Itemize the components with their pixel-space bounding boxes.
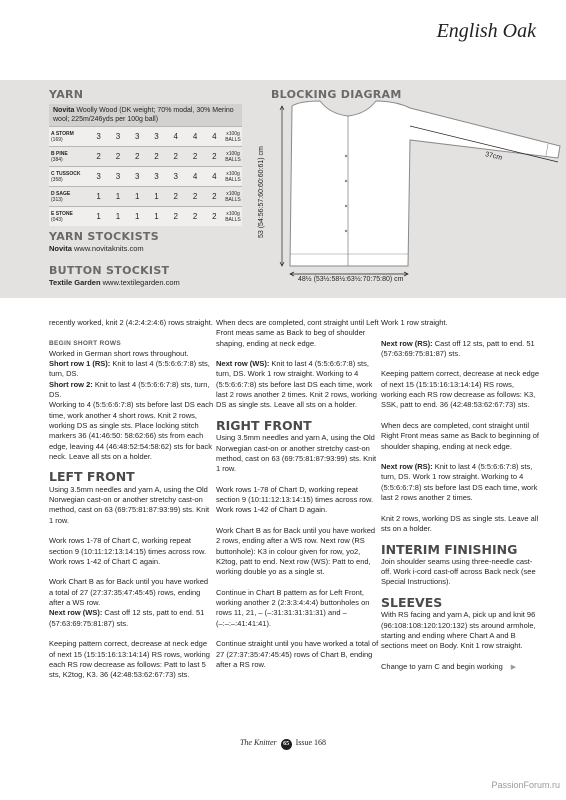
yarn-colour-code: D SAGE xyxy=(51,190,71,197)
yarn-row xyxy=(49,147,242,167)
yarn-quantity: 4 xyxy=(166,127,185,147)
row-label: Next row (WS): xyxy=(49,608,103,618)
instruction-text: Using 3.5mm needles and yarn A, using the Old Norwegian cast-on or another stretchy cast-on method, cast on 63 (69:75:81:87:93:99) sts. Knit 1 row. xyxy=(216,433,377,474)
yarn-row xyxy=(49,187,242,207)
yarn-unit: x100g BALLS xyxy=(224,147,242,167)
instruction-paragraph xyxy=(49,577,214,608)
yarn-quantity: 3 xyxy=(89,127,108,147)
yarn-quantity: 1 xyxy=(147,187,166,207)
yarn-quantity: 3 xyxy=(128,167,147,187)
section-heading: LEFT FRONT xyxy=(49,469,135,485)
instruction-paragraph xyxy=(49,400,214,462)
yarn-table-box xyxy=(49,104,242,226)
instruction-text: recently worked, knit 2 (4:2:4:2:4:6) rows straight. xyxy=(49,318,213,327)
instruction-text: Working to 4 (5:5:6:6:7:8) sts before last DS each time, work another 4 short rows. Knit 2 rows, working DS as single sts. Place locking stitch markers 36 (41:46:50: 58:62:66) sts from each edge, leaving 44 (46:48:52:54:58:62) sts for back neck. Leave all sts on a holder. xyxy=(49,400,214,461)
yarn-quantity: 1 xyxy=(89,207,108,227)
row-label: Short row 2: xyxy=(49,379,93,389)
instruction-paragraph xyxy=(216,588,381,629)
row-label: Next row (RS): xyxy=(381,338,433,348)
yarn-quantity: 2 xyxy=(128,147,147,167)
yarn-stockist-name: Novita xyxy=(49,244,72,253)
yarn-quantity: 2 xyxy=(89,147,108,167)
footer-issue: Issue 168 xyxy=(295,738,327,747)
instruction-text: When decs are completed, cont straight until Right Front meas same as Back to beginning of shoulder shaping, ending at neck edge. xyxy=(381,420,539,451)
yarn-description xyxy=(49,104,242,126)
yarn-quantity: 2 xyxy=(147,147,166,167)
yarn-quantity: 2 xyxy=(166,187,185,207)
column-2 xyxy=(216,318,381,680)
instruction-text: Change to yarn C and begin working xyxy=(381,661,503,671)
instruction-paragraph xyxy=(49,639,214,680)
yarn-quantity: 2 xyxy=(166,207,185,227)
instruction-paragraph xyxy=(216,318,381,349)
instruction-paragraph xyxy=(49,536,214,567)
yarn-colour-code: C TUSSOCK xyxy=(51,170,81,177)
yarn-table xyxy=(49,126,242,226)
yarn-quantity: 3 xyxy=(89,167,108,187)
yarn-quantity: 1 xyxy=(147,207,166,227)
yarn-quantity: 4 xyxy=(185,167,204,187)
column-3 xyxy=(381,318,541,683)
instruction-paragraph xyxy=(216,526,381,577)
instruction-paragraph xyxy=(381,339,541,360)
yarn-colour xyxy=(49,167,89,187)
yarn-heading: YARN xyxy=(49,88,84,101)
instruction-paragraph xyxy=(49,608,214,629)
footer-magazine: The Knitter xyxy=(239,738,277,747)
yarn-colour-number: (169) xyxy=(51,136,63,143)
section-heading: INTERIM FINISHING xyxy=(381,541,518,557)
yarn-quantity: 1 xyxy=(128,187,147,207)
instruction-text: Continue straight until you have worked a total of 27 (27:37:35:47:45:45) rows of Chart B, ending after a RS row. xyxy=(216,639,379,669)
instruction-text: Work rows 1-78 of Chart D, working repeat section 9 (10:11:12:13:14:15) times across row. Work rows 1-42 of Chart D again. xyxy=(216,484,374,515)
instruction-text: Work rows 1-78 of Chart C, working repeat section 9 (10:11:12:13:14:15) times across row. Work rows 1-42 of Chart C again. xyxy=(49,536,207,566)
yarn-quantity: 1 xyxy=(108,187,127,207)
yarn-colour-code: A STORM xyxy=(51,130,74,137)
width-label: 48½ (53½:58½:63½:70:75:80) cm xyxy=(298,276,404,283)
instruction-text: Work 1 row straight. xyxy=(381,318,448,327)
yarn-quantity: 2 xyxy=(185,207,204,227)
instruction-paragraph xyxy=(381,557,541,588)
yarn-quantity: 4 xyxy=(205,167,224,187)
yarn-quantity: 1 xyxy=(128,207,147,227)
page-title: English Oak xyxy=(436,20,536,42)
yarn-quantity: 3 xyxy=(108,127,127,147)
yarn-colour-code: E STONE xyxy=(51,210,73,217)
instruction-paragraph xyxy=(49,318,214,328)
instruction-text: Knit 2 rows, working DS as single sts. Leave all sts on a holder. xyxy=(381,513,539,533)
cardigan-outline xyxy=(290,101,560,266)
button-stockist-line xyxy=(49,278,180,287)
yarn-quantity: 3 xyxy=(147,127,166,147)
yarn-quantity: 2 xyxy=(205,207,224,227)
instruction-paragraph xyxy=(381,462,541,503)
instruction-text: Keeping pattern correct, decrease at neck edge of next 15 (15:15:16:13:14:14) RS rows, working each RS row decrease as follows: Patt to last 5 sts, K2tog, K3. 36 (42:48:53:62:67:73) sts. xyxy=(49,639,210,680)
instruction-text: Worked in German short rows throughout. xyxy=(49,348,189,358)
yarn-row xyxy=(49,127,242,147)
instruction-text: Knit to last 4 (5:5:6:6:7:8) sts, turn, DS. Work 1 row straight. Working to 4 (5:5:6:6:7:8) sts before last DS each time, work last 2 rows another 2 times. xyxy=(381,462,538,503)
instruction-paragraph xyxy=(216,433,381,474)
button-stockist-name: Textile Garden xyxy=(49,278,101,287)
instruction-text: Knit to last 4 (5:5:6:6:7:8) sts, turn, DS. Work 1 row straight. Working to 4 (5:5:6:6:7:8) sts before last DS each time, work last 2 rows another 2 times. Knit 2 rows, working DS as single sts. Leave all sts on a holder. xyxy=(216,359,377,410)
height-label: 53 (54:56:57:60:60:60:61) cm xyxy=(258,146,265,238)
instruction-paragraph xyxy=(216,639,381,670)
button-stockist-url[interactable]: www.textilegarden.com xyxy=(102,278,180,287)
yarn-quantity: 1 xyxy=(108,207,127,227)
yarn-quantity: 4 xyxy=(205,127,224,147)
yarn-colour-number: (043) xyxy=(51,216,63,223)
instruction-paragraph xyxy=(381,421,541,452)
instruction-paragraph xyxy=(381,318,541,328)
row-label: Next row (WS): xyxy=(216,359,270,369)
instruction-paragraph xyxy=(216,359,381,410)
yarn-quantity: 3 xyxy=(147,167,166,187)
instruction-text: Cast off 12 sts, patt to end. 51 (57:63:69:75:81:87) sts. xyxy=(49,608,205,628)
yarn-unit: x100g BALLS xyxy=(224,167,242,187)
instruction-text: Keeping pattern correct, decrease at neck edge of next 15 (15:15:16:13:14:14) RS rows, working each RS row decrease as follows: K3, SSK, patt to end. 36 (42:48:53:62:67:73) sts. xyxy=(381,369,540,410)
yarn-colour-number: (313) xyxy=(51,196,63,203)
yarn-unit: x100g BALLS xyxy=(224,187,242,207)
section-heading: SLEEVES xyxy=(381,595,443,611)
button-stockist-heading: BUTTON STOCKIST xyxy=(49,264,170,277)
instruction-paragraph xyxy=(381,610,541,651)
instruction-paragraph xyxy=(49,485,214,526)
instruction-text: Knit to last 4 (5:5:6:6:7:8) sts, turn, DS. xyxy=(49,359,210,379)
yarn-unit: x100g BALLS xyxy=(224,127,242,147)
row-label: Short row 1 (RS): xyxy=(49,359,111,369)
instruction-text: Work Chart B as for Back until you have worked 2 rows, ending after a WS row. Next row (RS buttonhole): K3 in colour given for row, yo2, K2tog, patt to end. Next row (WS): Patt to end, working double yo as a single st. xyxy=(216,525,376,577)
yarn-quantity: 2 xyxy=(205,187,224,207)
instruction-text: With RS facing and yarn A, pick up and knit 96 (96:108:108:120:120:132) sts around armhole, starting and ending where Chart A and B sections meet on Body. Knit 1 row straight. xyxy=(381,610,536,651)
instruction-text: When decs are completed, cont straight until Left Front meas same as Back to beg of shoulder shaping, ending at neck edge. xyxy=(216,318,379,348)
blocking-diagram xyxy=(260,96,566,296)
continue-arrow-icon: ▶ xyxy=(510,663,517,671)
column-1 xyxy=(49,318,214,691)
yarn-desc-text: Woolly Wood (DK weight; 70% modal, 30% Merino wool; 225m/246yds per 100g ball) xyxy=(53,107,234,123)
instruction-text: Cast off 12 sts, patt to end. 51 (57:63:69:75:81:87) sts. xyxy=(381,338,535,358)
instruction-paragraph xyxy=(381,369,541,410)
instruction-text: Work Chart B as for Back until you have worked a total of 27 (27:37:35:47:45:45) rows, ending after a WS row. xyxy=(49,577,209,608)
yarn-quantity: 2 xyxy=(205,147,224,167)
instruction-paragraph xyxy=(381,662,541,673)
instruction-paragraph xyxy=(216,485,381,516)
diagram-heading: BLOCKING DIAGRAM xyxy=(271,88,402,101)
yarn-brand: Novita xyxy=(53,107,75,114)
yarn-row xyxy=(49,167,242,187)
yarn-colour-number: (358) xyxy=(51,176,63,183)
yarn-colour xyxy=(49,187,89,207)
yarn-stockists-heading: YARN STOCKISTS xyxy=(49,230,159,243)
yarn-colour xyxy=(49,127,89,147)
instruction-text: Knit to last 4 (5:5:6:6:7:8) sts, turn, DS. xyxy=(49,379,210,400)
footer-page-number: 65 xyxy=(281,739,292,750)
instruction-text: Join shoulder seams using three-needle cast-off. Work i-cord cast-off across Back neck (see Special Instructions). xyxy=(381,556,536,587)
instruction-paragraph xyxy=(49,349,214,359)
yarn-quantity: 3 xyxy=(128,127,147,147)
yarn-quantity: 3 xyxy=(166,167,185,187)
section-heading: RIGHT FRONT xyxy=(216,417,312,433)
instruction-paragraph xyxy=(49,359,214,380)
yarn-stockist-url[interactable]: www.novitaknits.com xyxy=(74,244,144,253)
yarn-unit: x100g BALLS xyxy=(224,207,242,227)
subheading: BEGIN SHORT ROWS xyxy=(49,339,121,347)
yarn-colour xyxy=(49,207,89,227)
yarn-quantity: 2 xyxy=(166,147,185,167)
sleeve-label: 37cm xyxy=(484,151,503,162)
watermark: PassionForum.ru xyxy=(491,780,560,790)
instruction-text: Continue in Chart B pattern as for Left Front, working another 2 (2:3:3:4:4:4) buttonholes on rows 11, 21, – (–:31:31:31:31:31) and – (–:–:–:41:41:41). xyxy=(216,587,370,628)
yarn-quantity: 2 xyxy=(185,147,204,167)
yarn-quantity: 2 xyxy=(108,147,127,167)
yarn-colour-number: (384) xyxy=(51,156,63,163)
yarn-quantity: 1 xyxy=(89,187,108,207)
instruction-paragraph xyxy=(49,380,214,401)
yarn-colour-code: B PINE xyxy=(51,150,68,157)
yarn-row xyxy=(49,207,242,227)
yarn-quantity: 4 xyxy=(185,127,204,147)
yarn-quantity: 3 xyxy=(108,167,127,187)
yarn-stockists-line xyxy=(49,244,144,253)
yarn-colour xyxy=(49,147,89,167)
instruction-paragraph xyxy=(381,514,541,535)
row-label: Next row (RS): xyxy=(381,462,433,472)
page-footer xyxy=(0,738,566,750)
instruction-text: Using 3.5mm needles and yarn A, using the Old Norwegian cast-on or another stretchy cast-on method, cast on 63 (69:75:81:87:93:99) sts. Knit 1 row. xyxy=(49,484,210,525)
yarn-quantity: 2 xyxy=(185,187,204,207)
